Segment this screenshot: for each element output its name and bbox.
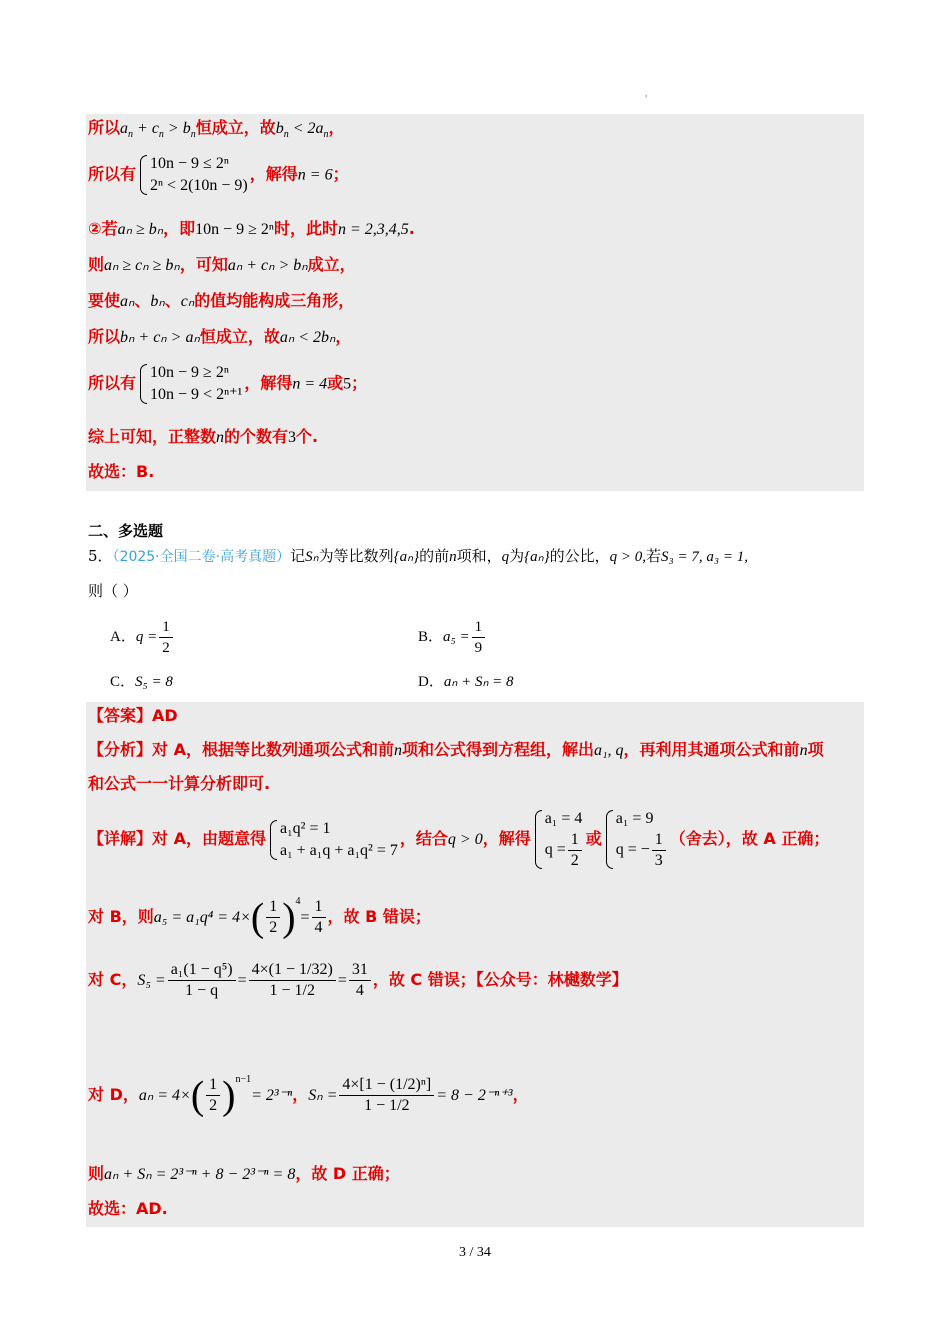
analysis-line-2: 和公式一一计算分析即可.	[88, 774, 271, 793]
page-number: 3 / 34	[459, 1245, 491, 1260]
choose-line: 故选：AD.	[88, 1199, 168, 1218]
line-7: 所以有 10n − 9 ≥ 2ⁿ 10n − 9 < 2ⁿ⁺¹ ，解得n = 4或5；	[88, 362, 367, 406]
detail-line-a: 【详解】对 A，由题意得 a₁q² = 1 a₁ + a₁q + a₁q² = 7 ，结合q > 0，解得 a₁ = 4 q = $\frac{1}{2}$ 或 a₁ = 9 q = − $\frac{1}{3}$ （舍去），故 A 正确；	[88, 810, 830, 869]
question-source: （2025·全国二卷·高考真题）	[112, 549, 291, 565]
option-d: D．aₙ + Sₙ = 8	[418, 674, 514, 690]
analysis-line-1: 【分析】对 A，根据等比数列通项公式和前n项和公式得到方程组，解出a₁, q，再利用其通项公式和前n项	[88, 740, 824, 759]
line-9: 故选：B.	[88, 462, 155, 481]
option-b: B．a₅ = $\frac{1}{9}$	[418, 617, 487, 658]
line-5: 要使aₙ、bₙ、cₙ的值均能构成三角形，	[88, 291, 355, 310]
option-c: C．S₅ = 8	[110, 674, 173, 690]
line-8: 综上可知，正整数n的个数有3个.	[88, 427, 319, 446]
option-a: A．q = $\frac{1}{2}$	[110, 617, 175, 658]
question-line-2: 则（ ）	[88, 582, 138, 600]
detail-line-c: 对 C，S₅ = $\frac{\text{a₁(1 − q⁵)}}{1 - q}$ = $\frac{4\times(1 - 1/32)}{1 - 1/2}$ = $\frac{31}{4}$ ，故 C 错误；【公众号：林樾数学】	[88, 961, 628, 999]
equation-system: 10n − 9 ≤ 2ⁿ 2ⁿ < 2(10n − 9)	[138, 153, 248, 197]
line-4: 则aₙ ≥ cₙ ≥ bₙ，可知aₙ + cₙ > bₙ成立，	[88, 255, 356, 274]
line-6: 所以bₙ + cₙ > aₙ恒成立，故aₙ < 2bₙ，	[88, 327, 352, 346]
equation-system: 10n − 9 ≥ 2ⁿ 10n − 9 < 2ⁿ⁺¹	[138, 362, 242, 406]
question-line-1: 5．（2025·全国二卷·高考真题）记Sₙ为等比数列{aₙ}的前n项和，q为{aₙ}的公比，q > 0,若S₃ = 7, a₃ = 1,	[88, 547, 748, 565]
line-3: ②若aₙ ≥ bₙ，即10n − 9 ≥ 2ⁿ时，此时n = 2,3,4,5.	[88, 219, 415, 238]
answer-line: 【答案】AD	[88, 706, 178, 725]
detail-line-final: 则aₙ + Sₙ = 2³⁻ⁿ + 8 − 2³⁻ⁿ = 8，故 D 正确；	[88, 1164, 400, 1183]
section-heading: 二、多选题	[88, 522, 164, 540]
detail-line-b: 对 B，则a₅ = a₁q⁴ = 4×( $\frac{1}{2}$ )$^4$= $\frac{1}{4}$ ，故 B 错误；	[88, 894, 431, 940]
header-mark: '	[645, 94, 648, 103]
line-2: 所以有 10n − 9 ≤ 2ⁿ 2ⁿ < 2(10n − 9) ，解得n = 6；	[88, 153, 349, 197]
solution-set-1: a₁ = 4 q = $\frac{1}{2}$	[533, 808, 584, 871]
equation-system: a₁q² = 1 a₁ + a₁q + a₁q² = 7	[268, 818, 398, 862]
line-1: 所以$a_n + c_n > b_n$恒成立，故$b_n < 2a_n$，	[88, 118, 345, 141]
detail-line-d: 对 D，aₙ = 4×( $\frac{1}{2}$ )$^{n-1}$= 2³⁻ⁿ，Sₙ = $\frac{\text{4×[1 − (1/2)ⁿ]}}{1 - 1/2}$ = 8 − 2⁻ⁿ⁺³，	[88, 1072, 529, 1118]
solution-set-2: a₁ = 9 q = − $\frac{1}{3}$	[604, 808, 668, 871]
